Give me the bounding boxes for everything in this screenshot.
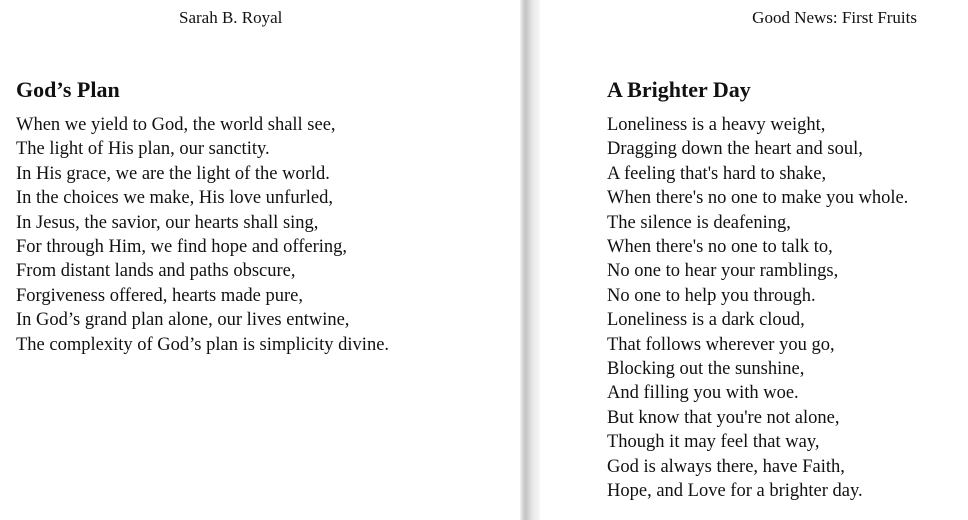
poem-line: Dragging down the heart and soul, — [607, 139, 863, 160]
poem-line: That follows wherever you go, — [607, 334, 835, 355]
poem-line: In God’s grand plan alone, our lives entwine, — [16, 310, 350, 331]
poem-line: When there's no one to talk to, — [607, 237, 833, 258]
poem-line: When there's no one to make you whole. — [607, 188, 909, 209]
poem-line: A feeling that's hard to shake, — [607, 163, 827, 184]
poem-line: From distant lands and paths obscure, — [16, 261, 296, 282]
poem-line: Hope, and Love for a brighter day. — [607, 481, 863, 502]
running-header-book-title: Good News: First Fruits — [752, 8, 917, 27]
poem-title: A Brighter Day — [607, 77, 751, 102]
poem-line: The silence is deafening, — [607, 212, 791, 233]
poem-line: God is always there, have Faith, — [607, 456, 845, 477]
poem-body — [607, 113, 908, 504]
running-header-author: Sarah B. Royal — [179, 8, 283, 27]
poem-line: In the choices we make, His love unfurled, — [16, 188, 333, 209]
poem-line: Though it may feel that way, — [607, 432, 820, 453]
poem-line: For through Him, we find hope and offering, — [16, 237, 348, 258]
poem-line: No one to help you through. — [607, 285, 816, 306]
poem-title: God’s Plan — [16, 77, 120, 102]
poem-line: Forgiveness offered, hearts made pure, — [16, 285, 304, 306]
poem-line: But know that you're not alone, — [607, 407, 840, 428]
poem-line: In His grace, we are the light of the world. — [16, 163, 330, 184]
poem-line: In Jesus, the savior, our hearts shall sing, — [16, 212, 319, 233]
book-gutter — [520, 0, 540, 520]
poem-line: And filling you with woe. — [607, 383, 799, 404]
poem-line: The complexity of God’s plan is simplicity divine. — [16, 334, 390, 355]
poem-line: No one to hear your ramblings, — [607, 261, 839, 282]
poem-line: Loneliness is a dark cloud, — [607, 310, 805, 331]
poem-body — [16, 113, 389, 357]
poem-line: When we yield to God, the world shall see, — [16, 115, 336, 135]
poem-line: Loneliness is a heavy weight, — [607, 115, 826, 135]
poem-line: The light of His plan, our sanctity. — [16, 139, 270, 160]
right-page — [540, 0, 968, 520]
poem-line: Blocking out the sunshine, — [607, 359, 805, 380]
